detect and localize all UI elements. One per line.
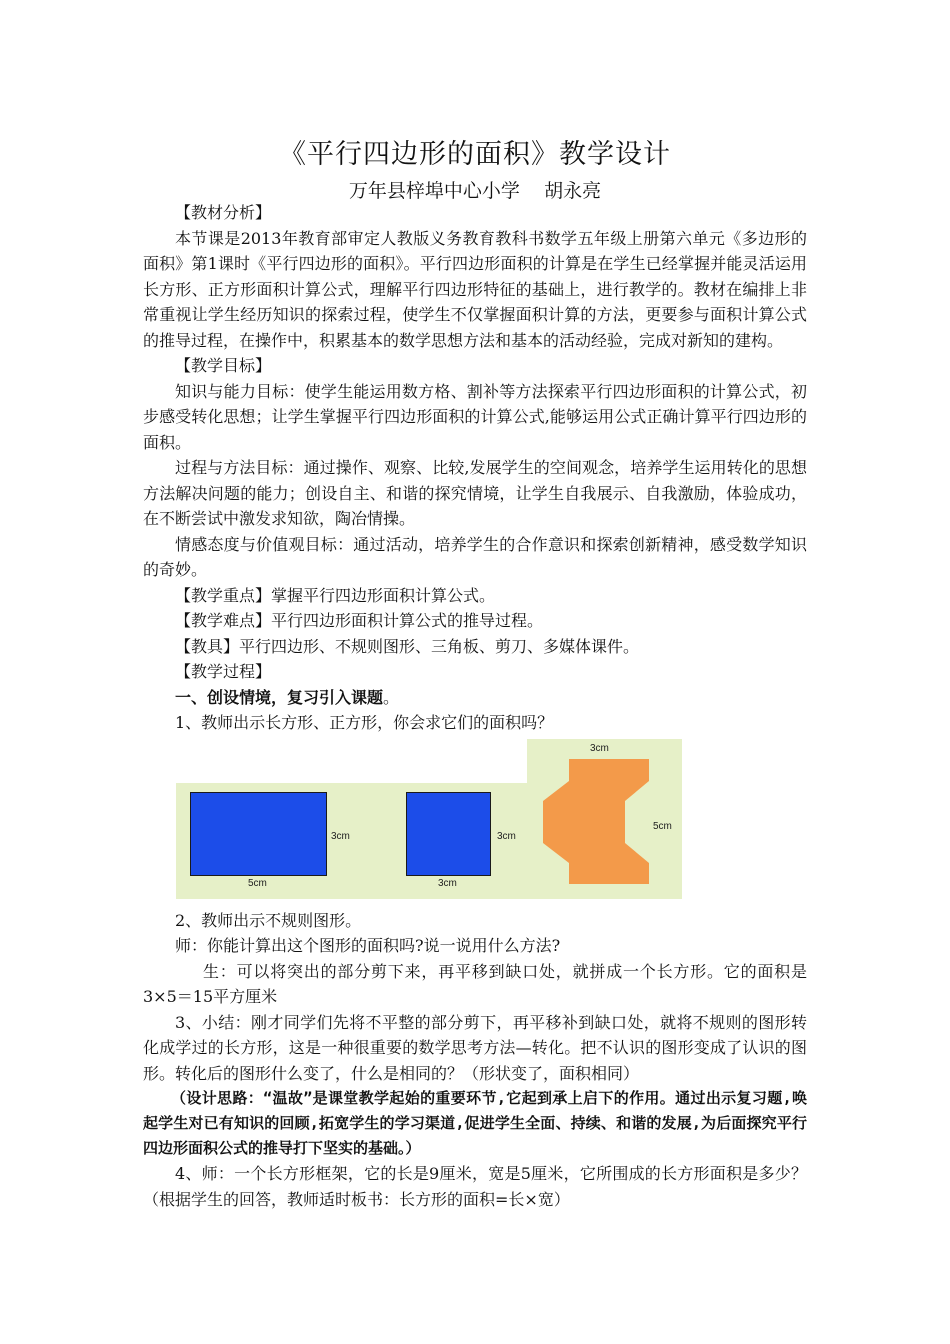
step1-heading: 一、创设情境，复习引入课题 [175,687,384,707]
item-4: 4、师：一个长方形框架，它的长是9厘米，宽是5厘米，它所围成的长方形面积是多少？（根据学生的回答，教师适时板书：长方形的面积=长×宽） [143,1164,807,1209]
tools: 【教具】平行四边形、不规则图形、三角板、剪刀、多媒体课件。 [175,636,640,656]
goal-process: 过程与方法目标：通过操作、观察、比较,发展学生的空间观念，培养学生运用转化的思想方法解决问题的能力；创设自主、和谐的探究情境，让学生自我展示、自我激励，体验成功，在不断尝试中激发求知欲，陶冶情操。 [143,458,807,528]
design-note: （设计思路：“温故”是课堂教学起始的重要环节,它起到承上启下的作用。通过出示复习题,唤起学生对已有知识的回顾,拓宽学生的学习渠道,促进学生全面、持续、和谐的发展,为后面探究平行四边形面积公式的推导打下坚实的基础。） [143,1089,807,1157]
square-shape [406,792,491,876]
document-body [143,200,807,1212]
irregular-side-label: 5cm [653,820,672,832]
goal-emotion: 情感态度与价值观目标：通过活动，培养学生的合作意识和探索创新精神，感受数学知识的奇妙。 [143,534,807,579]
irregular-shape-polygon [543,759,649,884]
rectangle-height-label: 3cm [331,830,350,842]
student-answer: 生：可以将突出的部分剪下来，再平移到缺口处，就拼成一个长方形。它的面积是3×5＝15平方厘米 [143,961,807,1006]
irregular-top-label: 3cm [590,742,609,754]
step1-heading-dot: 。 [383,687,400,707]
rectangle-width-label: 5cm [248,877,267,889]
document-title: 《平行四边形的面积》教学设计 [279,139,671,170]
process-heading: 【教学过程】 [175,662,272,681]
teacher-question: 师：你能计算出这个图形的面积吗?说一说用什么方法? [175,936,561,955]
goals-heading: 【教学目标】 [175,356,272,375]
step1-heading-line [143,685,807,711]
square-height-label: 3cm [497,830,516,842]
difficulty: 【教学难点】平行四边形面积计算公式的推导过程。 [175,611,544,630]
material-text: 本节课是2013年教育部审定人教版义务教育教科书数学五年级上册第六单元《多边形的面积》第1课时《平行四边形的面积》。平行四边形面积的计算是在学生已经掌握并能灵活运用长方形、正方形面积计算公式，理解平行四边形特征的基础上，进行教学的。教材在编排上非常重视让学生经历知识的探索过程，使学生不仅掌握面积计算的方法，更要参与面积计算公式的推导过程，在操作中，积累基本的数学思想方法和基本的活动经验，完成对新知的建构。 [143,228,807,350]
goal-knowledge: 知识与能力目标：使学生能运用数方格、割补等方法探索平行四边形面积的计算公式，初步感受转化思想；让学生掌握平行四边形面积的计算公式,能够运用公式正确计算平行四边形的面积。 [143,381,807,452]
item-2: 2、教师出示不规则图形。 [175,910,362,930]
author-line: 万年县梓埠中心小学 胡永亮 [348,180,602,202]
item-1: 1、教师出示长方形、正方形，你会求它们的面积吗？ [175,713,554,732]
item-3: 3、小结：刚才同学们先将不平整的部分剪下，再平移补到缺口处，就将不规则的图形转化成学过的长方形，这是一种很重要的数学思考方法—转化。把不认识的图形变成了认识的图形。转化后的图形什么变了，什么是相同的？（形状变了，面积相同） [143,1012,807,1083]
square-width-label: 3cm [438,877,457,889]
irregular-shape [527,739,682,899]
key-point: 【教学重点】掌握平行四边形面积计算公式。 [175,585,496,605]
rectangle-shape [190,792,327,876]
material-heading: 【教材分析】 [175,203,272,222]
shapes-figure [143,739,807,904]
